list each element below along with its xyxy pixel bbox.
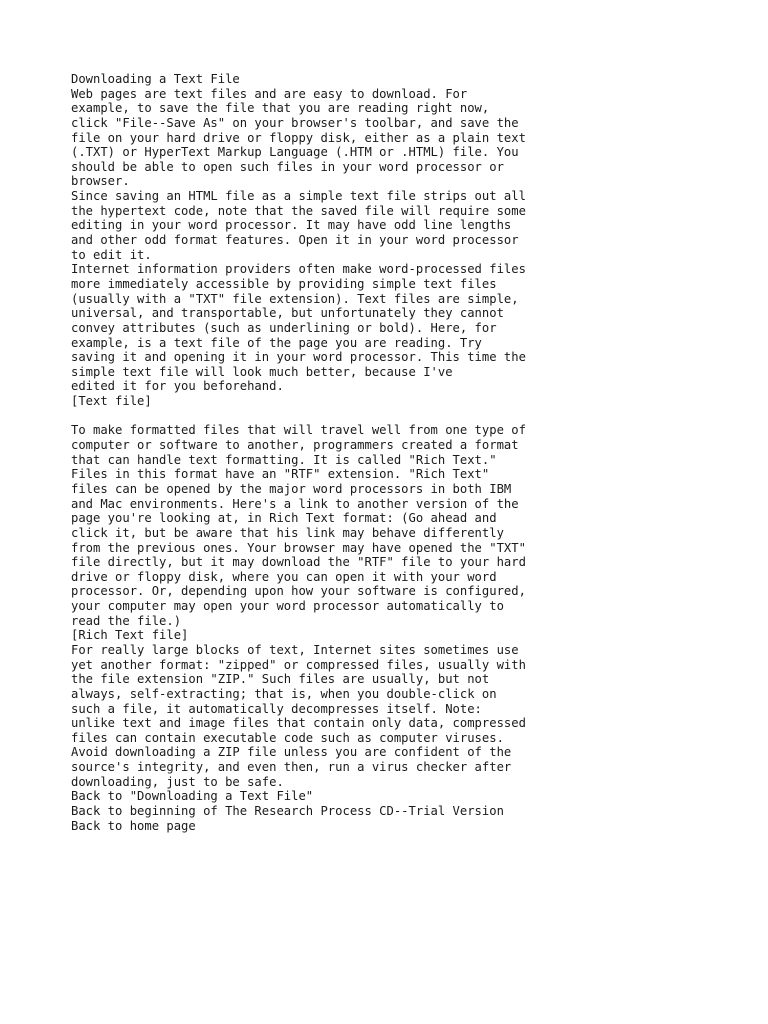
text-line: files can contain executable code such as computer viruses. [71,730,504,745]
text-line: saving it and opening it in your word processor. This time the [71,350,526,365]
text-line: always, self-extracting; that is, when you double-click on [71,686,497,701]
text-line: from the previous ones. Your browser may have opened the "TXT" [71,540,526,555]
text-line: more immediately accessible by providing simple text files [71,276,497,291]
text-line: file on your hard drive or floppy disk, either as a plain text [71,130,526,145]
text-line: processor. Or, depending upon how your software is configured, [71,584,526,599]
text-line: page you're looking at, in Rich Text format: (Go ahead and [71,511,497,526]
text-line: your computer may open your word processor automatically to [71,599,504,614]
text-line: edited it for you beforehand. [71,379,284,394]
text-line: For really large blocks of text, Internet sites sometimes use [71,642,519,657]
back-to-downloading-link[interactable]: Back to "Downloading a Text File" [71,789,314,804]
text-line: downloading, just to be safe. [71,774,284,789]
text-line: the file extension "ZIP." Such files are usually, but not [71,672,490,687]
paragraph-rich-text [71,423,761,628]
text-line: to edit it. [71,247,152,262]
back-to-beginning-link[interactable]: Back to beginning of The Research Process CD--Trial Version [71,804,504,819]
paragraph-text-files [71,262,761,394]
text-line: Files in this format have an "RTF" extension. "Rich Text" [71,467,490,482]
rich-text-file-link[interactable]: [Rich Text file] [71,628,189,643]
paragraph-html-saving [71,189,761,262]
paragraph-web-pages [71,87,761,189]
text-line: browser. [71,174,130,189]
text-line: example, to save the file that you are reading right now, [71,101,490,116]
text-line: such a file, it automatically decompresses itself. Note: [71,701,482,716]
text-line: editing in your word processor. It may have odd line lengths [71,218,512,233]
back-to-home-link[interactable]: Back to home page [71,818,196,833]
text-line: Avoid downloading a ZIP file unless you are confident of the [71,745,512,760]
text-line: the hypertext code, note that the saved file will require some [71,203,526,218]
text-file-link[interactable]: [Text file] [71,394,152,409]
text-line: simple text file will look much better, because I've [71,364,453,379]
text-line: universal, and transportable, but unfortunately they cannot [71,306,504,321]
text-line: To make formatted files that will travel well from one type of [71,423,526,438]
text-line: Since saving an HTML file as a simple text file strips out all [71,189,526,204]
text-line: computer or software to another, programmers created a format [71,438,519,453]
text-line: source's integrity, and even then, run a virus checker after [71,760,512,775]
text-line: Web pages are text files and are easy to download. For [71,86,468,101]
text-line: unlike text and image files that contain only data, compressed [71,716,526,731]
text-line: and other odd format features. Open it in your word processor [71,233,519,248]
text-line: convey attributes (such as underlining or bold). Here, for [71,320,497,335]
paragraph-zipped-files [71,643,761,789]
text-line: files can be opened by the major word processors in both IBM [71,481,512,496]
text-line: (.TXT) or HyperText Markup Language (.HTM or .HTML) file. You [71,145,519,160]
text-line: (usually with a "TXT" file extension). Text files are simple, [71,291,519,306]
document-title: Downloading a Text File [71,72,240,86]
text-line: Internet information providers often make word-processed files [71,262,526,277]
text-line: drive or floppy disk, where you can open it with your word [71,569,497,584]
text-line: click "File--Save As" on your browser's toolbar, and save the [71,115,519,130]
document-body [71,72,761,833]
text-line: should be able to open such files in your word processor or [71,159,504,174]
text-line: that can handle text formatting. It is called "Rich Text." [71,452,497,467]
text-line: click it, but be aware that his link may behave differently [71,525,504,540]
text-line: read the file.) [71,613,182,628]
blank-line [71,409,761,424]
text-line: yet another format: "zipped" or compressed files, usually with [71,657,526,672]
text-line: file directly, but it may download the "RTF" file to your hard [71,555,526,570]
text-line: example, is a text file of the page you are reading. Try [71,335,482,350]
text-line: and Mac environments. Here's a link to another version of the [71,496,519,511]
